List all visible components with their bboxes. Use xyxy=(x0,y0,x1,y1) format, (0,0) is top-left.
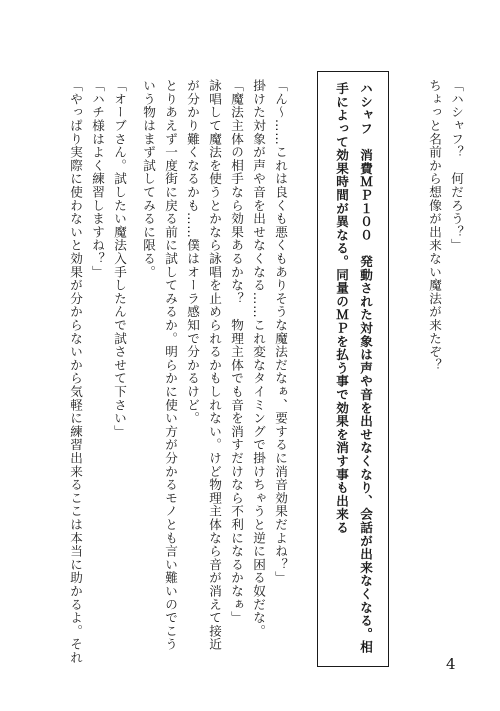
text-line: 「やっぱり実際に使わないと効果が分からないから気軽に練習出来るここは本当に助かるよ。それ xyxy=(68,79,83,665)
skill-description-line: 手によって効果時間が異なる。同量のＭＰを払う事で効果を消す事も出来る xyxy=(334,82,349,535)
skill-description-line: ハシャフ 消費ＭＰ１００ 発動された対象は声や音を出せなくなり、会話が出来なくなる。相 xyxy=(358,82,373,654)
text-line: 詠唱して魔法を使うとかなら詠唱を止められるかもしれない。けど物理主体なら音が消えて接近 xyxy=(207,79,222,651)
text-line: いう物はまず試してみるに限る。 xyxy=(141,79,156,279)
page-number: 4 xyxy=(446,655,456,673)
text-line: が分かり難くなるかも……僕はオーラ感知で分かるけど。 xyxy=(185,79,200,425)
skill-description-box xyxy=(317,71,389,667)
text-line: とりあえず一度街に戻る前に試してみるか。明らかに使い方が分かるモノとも言い難いのでこう xyxy=(163,79,178,651)
text-line: 「オーブさん。試したい魔法入手したんで試させて下さい」 xyxy=(112,79,127,439)
text-line: 「ん～……これは良くも悪くもありそうな魔法だなぁ、要するに消音効果だよね？」 xyxy=(273,79,288,585)
text-line: 「ハチ様はよく練習しますね？」 xyxy=(90,79,105,279)
text-line: 「ハシャフ？ 何だろう？」 xyxy=(449,79,464,252)
text-line: 掛けた対象が声や音を出せなくなる……これ変なタイミングで掛けちゃうと逆に困る奴だな。 xyxy=(251,79,266,638)
text-line: 「魔法主体の相手なら効果あるかな？ 物理主体でも音を消すだけなら不利になるかなぁ」 xyxy=(229,79,244,625)
text-line: ちょっと名前から想像が出来ない魔法が来たぞ？ xyxy=(427,79,442,372)
